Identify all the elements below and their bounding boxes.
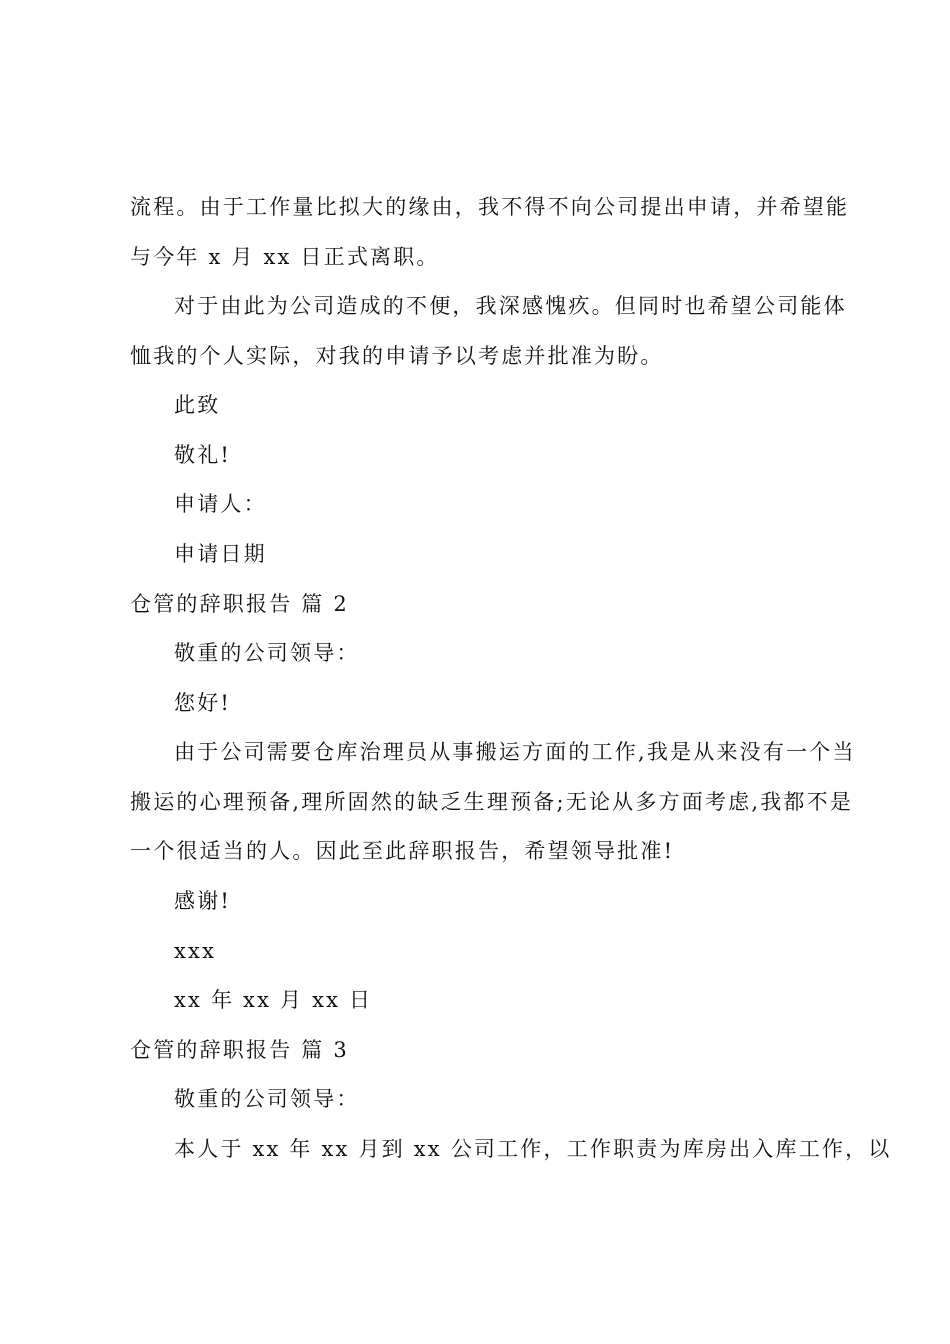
- signature-date: xx 年 xx 月 xx 日: [174, 988, 373, 1012]
- paragraph-line: 由于公司需要仓库治理员从事搬运方面的工作,我是从来没有一个当: [174, 740, 856, 764]
- paragraph-line: 与今年 x 月 xx 日正式离职。: [130, 245, 440, 269]
- greeting: 您好!: [174, 691, 232, 715]
- closing-line: 此致: [174, 393, 221, 417]
- closing-line: 敬礼!: [174, 443, 232, 467]
- paragraph-line: 搬运的心理预备,理所固然的缺乏生理预备;无论从多方面考虑,我都不是: [130, 790, 854, 814]
- paragraph-line: 恤我的个人实际，对我的申请予以考虑并批准为盼。: [130, 344, 664, 368]
- section-heading: 仓管的辞职报告 篇 2: [130, 592, 349, 616]
- section-heading: 仓管的辞职报告 篇 3: [130, 1038, 349, 1062]
- closing-line: 感谢!: [174, 889, 232, 913]
- salutation: 敬重的公司领导：: [174, 641, 360, 665]
- paragraph-line: 对于由此为公司造成的不便，我深感愧疚。但同时也希望公司能体: [174, 294, 847, 318]
- applicant-label: 申请人：: [174, 492, 267, 516]
- paragraph-line: 一个很适当的人。因此至此辞职报告，希望领导批准!: [130, 839, 675, 863]
- signature-name: xxx: [174, 939, 217, 963]
- salutation: 敬重的公司领导：: [174, 1087, 360, 1111]
- paragraph-line: 流程。由于工作量比拟大的缘由，我不得不向公司提出申请，并希望能: [130, 195, 850, 219]
- paragraph-line: 本人于 xx 年 xx 月到 xx 公司工作，工作职责为库房出入库工作，以: [174, 1137, 892, 1161]
- date-label: 申请日期: [174, 542, 267, 566]
